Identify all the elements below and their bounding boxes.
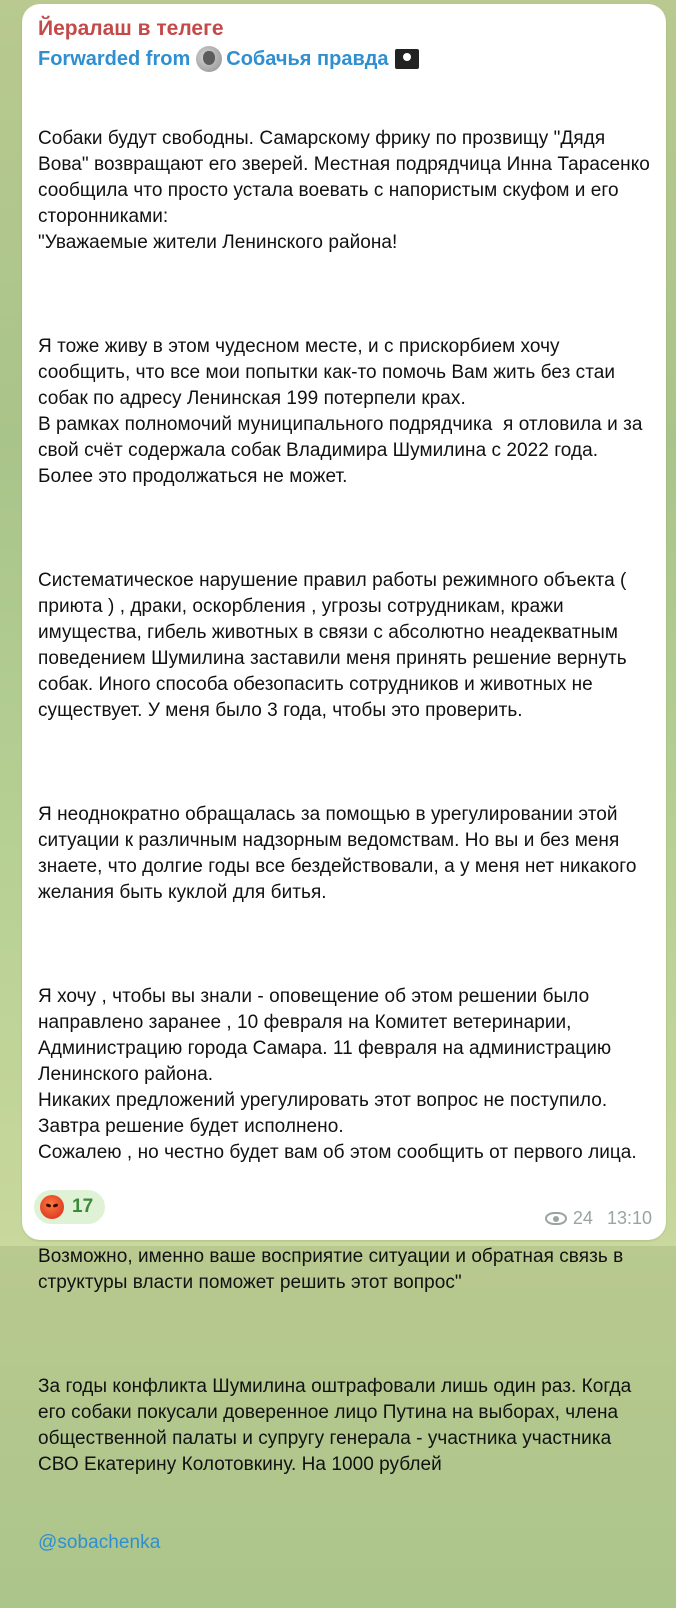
paragraph: Собаки будут свободны. Самарскому фрику по прозвищу "Дядя Вова" возвращают его зверей. Местная подрядчица Инна Тарасенко сообщила что просто устала воевать с напористым скуфом и его сторонниками: "Уважаемые жители Ленинского района! [38,128,650,253]
forwarded-header[interactable] [38,44,650,74]
message-time: 13:10 [606,1208,652,1228]
reaction-button[interactable] [34,1190,105,1224]
message-bubble [22,4,666,1553]
reaction-count: 17 [72,1196,94,1217]
view-count: 24 [572,1208,593,1228]
paragraph: Систематическое нарушение правил работы режимного объекта ( приюта ) , драки, оскорбления , угрозы сотрудникам, кражи имущества, гибель животных в связи с абсолютно неадекватным поведением Шумилина заставили меня принять решение вернуть собак. Иного способа обезопасить сотрудников и животных не существует. У меня было 3 года, чтобы это проверить. [38,570,627,721]
paragraph: Я хочу , чтобы вы знали - оповещение об этом решении было направлено заранее , 10 февраля на Комитет ветеринарии, Администрацию города Самара. 11 февраля на администрацию Ленинского района. Никаких предложений урегулировать этот вопрос не поступило. Завтра решение будет исполнено. Сожалею , но честно будет вам об этом сообщить от первого лица. [38,986,637,1163]
eye-icon [545,1212,567,1225]
message-text [38,74,650,1608]
source-avatar-icon [196,46,222,72]
channel-name[interactable]: Йералаш в телеге [38,17,224,40]
forwarded-source[interactable]: Собачья правда [226,48,389,70]
angry-face-icon [40,1195,64,1219]
message-meta [545,1208,652,1229]
mention-link[interactable]: @sobachenka [38,1532,161,1553]
paragraph: Возможно, именно ваше восприятие ситуации и обратная связь в структуры власти поможет решить этот вопрос" [38,1246,624,1293]
paragraph: Я тоже живу в этом чудесном месте, и с прискорбием хочу сообщить, что все мои попытки как-то помочь Вам жить без стаи собак по адресу Ленинская 199 потерпели крах. В рамках полномочий муниципального подрядчика я отловила и за свой счёт содержала собак Владимира Шумилина с 2022 года. Более это продолжаться не может. [38,336,643,487]
forwarded-label: Forwarded from [38,48,191,70]
pirate-flag-icon [395,49,419,69]
paragraph: Я неоднократно обращалась за помощью в урегулировании этой ситуации к различным надзорным ведомствам. Но вы и без меня знаете, что долгие годы все бездействовали, а у меня нет никакого желания быть куклой для битья. [38,804,637,903]
paragraph: За годы конфликта Шумилина оштрафовали лишь один раз. Когда его собаки покусали доверенное лицо Путина на выборах, члена общественной палаты и супругу генерала - участника участника СВО Екатерину Колотовкину. На 1000 рублей [38,1376,637,1475]
